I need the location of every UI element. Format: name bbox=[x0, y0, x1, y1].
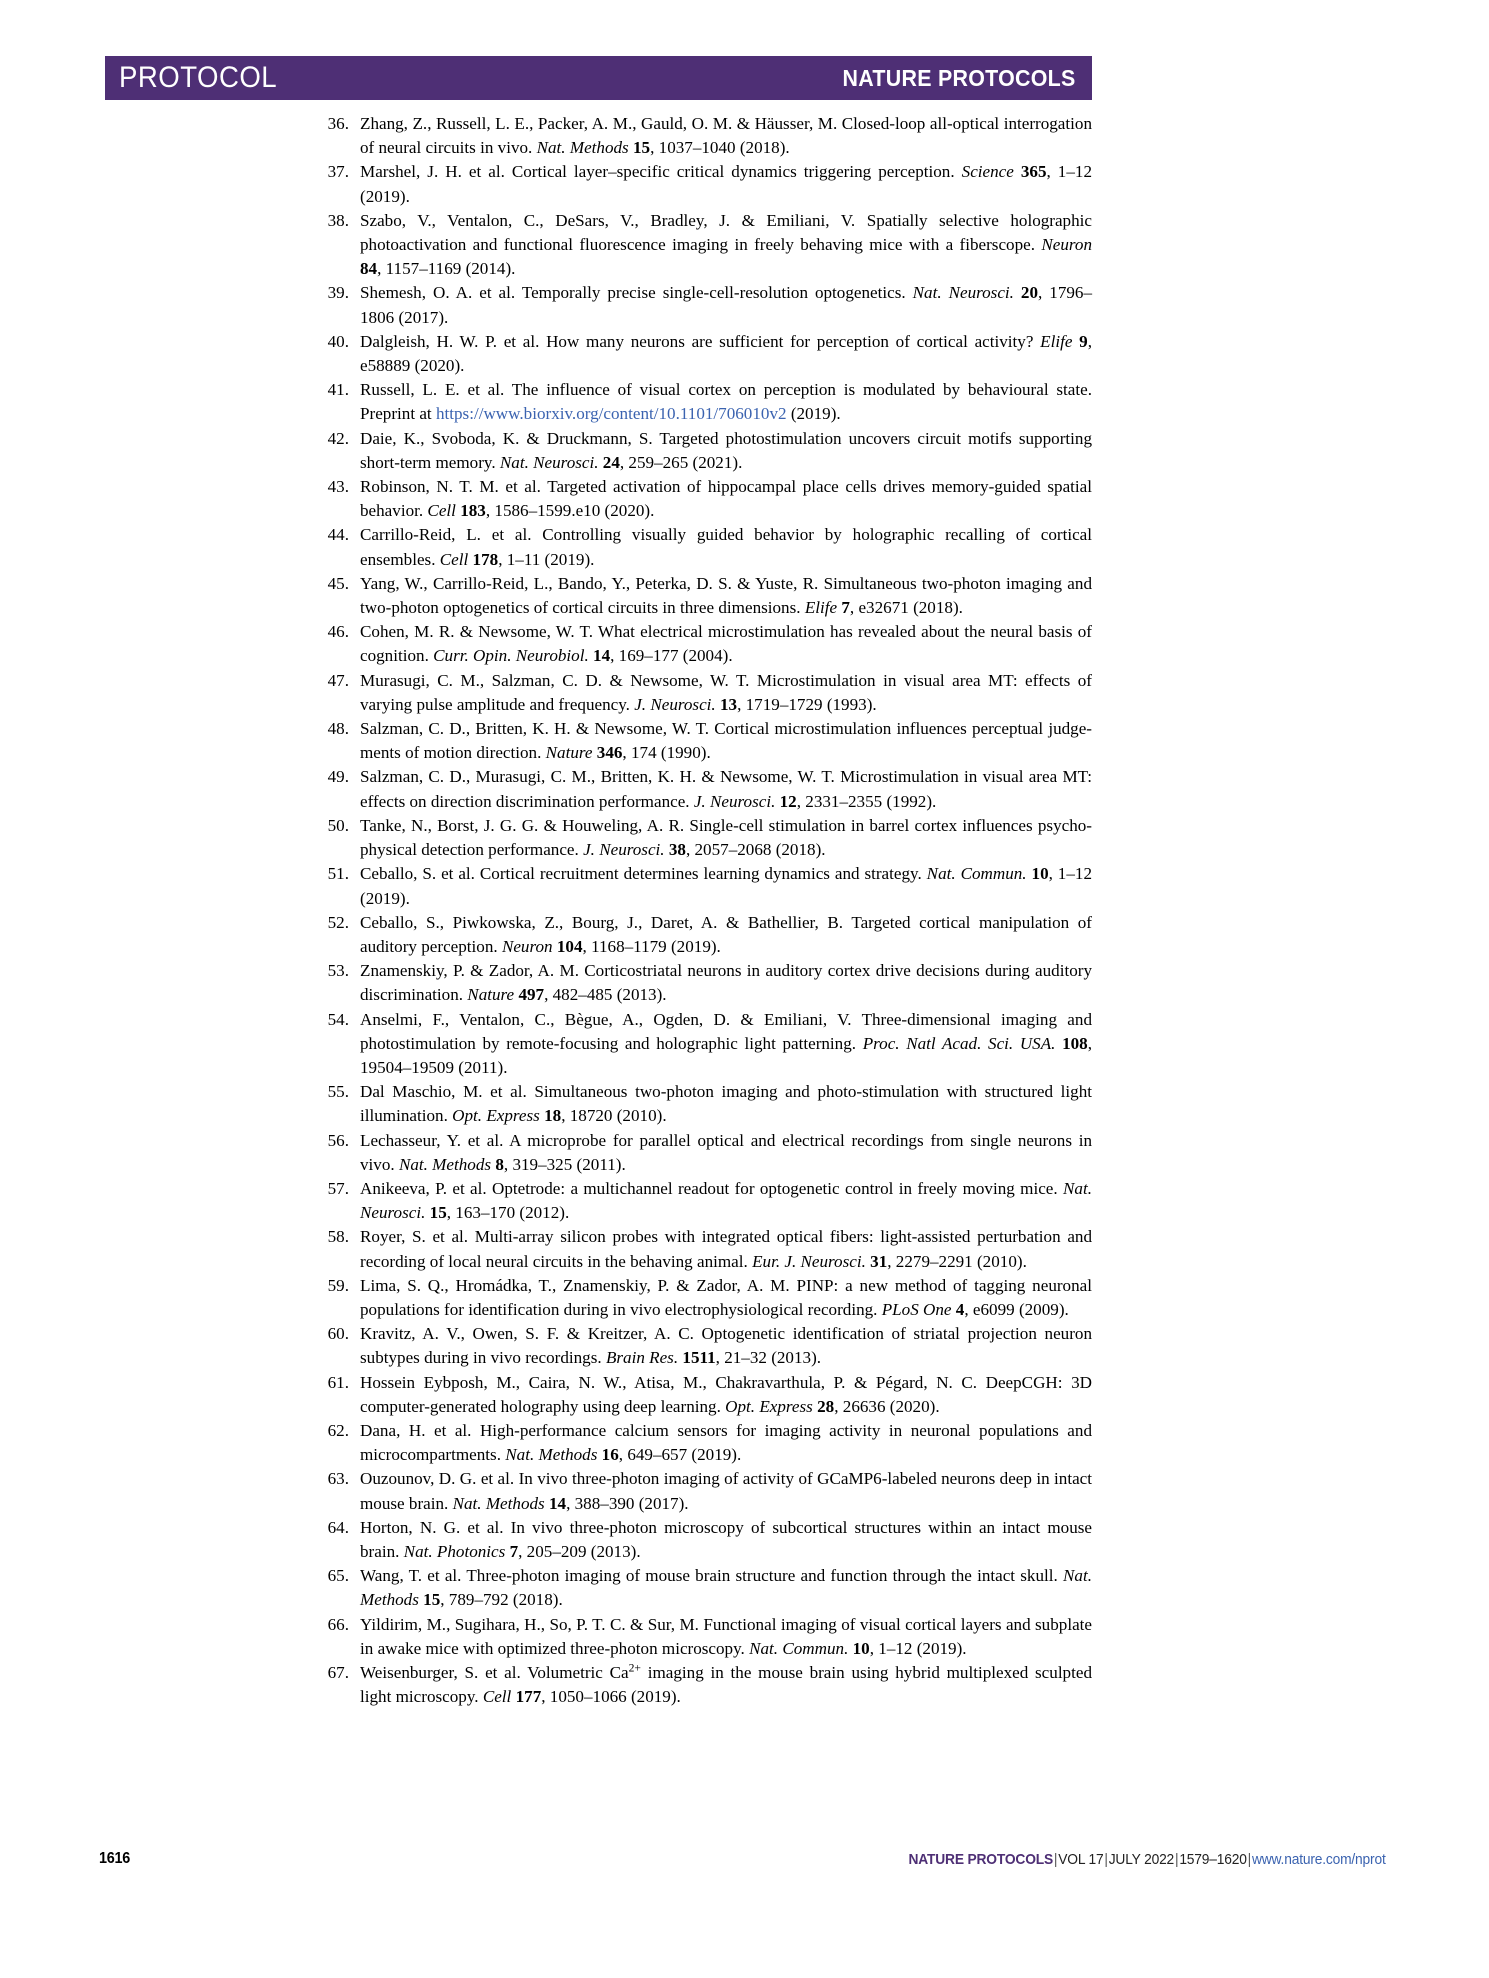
reference-number: 59. bbox=[327, 1275, 349, 1295]
reference-number: 44. bbox=[327, 525, 349, 545]
reference-item bbox=[326, 427, 1092, 475]
reference-item bbox=[326, 1613, 1092, 1661]
reference-number: 48. bbox=[327, 719, 349, 739]
reference-number: 53. bbox=[327, 961, 349, 981]
reference-item bbox=[326, 1419, 1092, 1467]
reference-text: Znamenskiy, P. & Zador, A. M. Corticostriatal neurons in auditory cortex drive decisions during auditory discrimination. Nature 497, 482–485 (2013). bbox=[360, 961, 1092, 1005]
reference-item bbox=[326, 1564, 1092, 1612]
reference-number: 61. bbox=[327, 1372, 349, 1392]
reference-text: Tanke, N., Borst, J. G. G. & Houweling, A. R. Single-cell stimulation in barrel cortex influences psycho-physical detection performance. J. Neurosci. 38, 2057–2068 (2018). bbox=[360, 815, 1092, 860]
reference-text: Weisenburger, S. et al. Volumetric $Ca^{2+}$ imaging in the mouse brain using hybrid multiplexed sculpted light microscopy. Cell 177, 1050–1066 (2019). bbox=[360, 1661, 1092, 1707]
reference-text: Anikeeva, P. et al. Optetrode: a multichannel readout for optogenetic control in freely moving mice. Nat. Neurosci. 15, 163–170 (2012). bbox=[360, 1178, 1092, 1223]
reference-text: Yang, W., Carrillo-Reid, L., Bando, Y., Peterka, D. S. & Yuste, R. Simultaneous two-photon imaging and two-photon optogenetics of cortical circuits in three dimensions. Elife 7, e32671 (2018). bbox=[360, 573, 1092, 618]
reference-number: 60. bbox=[327, 1324, 349, 1344]
reference-item bbox=[326, 330, 1092, 378]
reference-number: 55. bbox=[327, 1082, 349, 1102]
reference-item bbox=[326, 572, 1092, 620]
reference-item bbox=[326, 911, 1092, 959]
page-number: 1616 bbox=[99, 1850, 130, 1867]
reference-number: 45. bbox=[327, 573, 349, 593]
reference-text: Kravitz, A. V., Owen, S. F. & Kreitzer, A. C. Optogenetic identification of striatal projection neuron subtypes during in vivo recordings. Brain Res. 1511, 21–32 (2013). bbox=[360, 1324, 1092, 1368]
reference-item bbox=[326, 1371, 1092, 1419]
reference-url-link[interactable]: https://www.biorxiv.org/content/10.1101/706010v2 bbox=[435, 404, 787, 424]
reference-list bbox=[326, 112, 1092, 1709]
reference-text: Horton, N. G. et al. In vivo three-photon microscopy of subcortical structures within an intact mouse brain. Nat. Photonics 7, 205–209 (2013). bbox=[360, 1517, 1092, 1561]
reference-text: Salzman, C. D., Britten, K. H. & Newsome, W. T. Cortical microstimulation influences perceptual judge-ments of motion direction. Nature 346, 174 (1990). bbox=[360, 719, 1092, 763]
reference-item bbox=[326, 862, 1092, 910]
footer-citation-line bbox=[909, 1851, 1386, 1868]
reference-item bbox=[326, 717, 1092, 765]
reference-number: 51. bbox=[327, 864, 349, 884]
footer-separator-3: | bbox=[1175, 1851, 1179, 1868]
reference-text: Marshel, J. H. et al. Cortical layer–specific critical dynamics triggering perception. Science 365, 1–12 (2019). bbox=[360, 162, 1092, 206]
reference-item bbox=[326, 1274, 1092, 1322]
reference-item bbox=[326, 209, 1092, 282]
reference-number: 64. bbox=[327, 1517, 349, 1537]
reference-text: Ceballo, S. et al. Cortical recruitment determines learning dynamics and strategy. Nat. Commun. 10, 1–12 (2019). bbox=[360, 864, 1092, 908]
reference-text: Wang, T. et al. Three-photon imaging of mouse brain structure and function through the intact skull. Nat. Methods 15, 789–792 (2018). bbox=[360, 1566, 1092, 1610]
page-header-bar bbox=[105, 56, 1092, 100]
reference-number: 47. bbox=[327, 670, 349, 690]
reference-text: Salzman, C. D., Murasugi, C. M., Britten, K. H. & Newsome, W. T. Microstimulation in visual area MT: effects on direction discrimination performance. J. Neurosci. 12, 2331–2355 (1992). bbox=[360, 767, 1092, 811]
reference-text: Russell, L. E. et al. The influence of visual cortex on perception is modulated by behavioural state. Preprint at https://www.biorxiv.org/content/10.1101/706010v2 (2019). bbox=[360, 380, 1092, 424]
reference-text: Hossein Eybposh, M., Caira, N. W., Atisa, M., Chakravarthula, P. & Pégard, N. C. DeepCGH: 3D computer-generated holography using deep learning. Opt. Express 28, 26636 (2020). bbox=[360, 1372, 1092, 1416]
reference-text: Zhang, Z., Russell, L. E., Packer, A. M., Gauld, O. M. & Häusser, M. Closed-loop all-optical interrogation of neural circuits in vivo. Nat. Methods 15, 1037–1040 (2018). bbox=[360, 114, 1092, 158]
reference-number: 49. bbox=[327, 767, 349, 787]
reference-number: 54. bbox=[327, 1009, 349, 1029]
reference-text: Lechasseur, Y. et al. A microprobe for parallel optical and electrical recordings from single neurons in vivo. Nat. Methods 8, 319–325 (2011). bbox=[360, 1130, 1092, 1174]
reference-item bbox=[326, 160, 1092, 208]
reference-item bbox=[326, 1661, 1092, 1709]
reference-number: 50. bbox=[327, 815, 349, 835]
reference-item bbox=[326, 1177, 1092, 1225]
reference-number: 40. bbox=[327, 331, 349, 351]
reference-number: 36. bbox=[327, 114, 349, 133]
reference-number: 41. bbox=[327, 380, 349, 400]
reference-item bbox=[326, 669, 1092, 717]
reference-number: 58. bbox=[327, 1227, 349, 1247]
reference-item bbox=[326, 1008, 1092, 1081]
reference-number: 39. bbox=[327, 283, 349, 303]
reference-item bbox=[326, 620, 1092, 668]
reference-item bbox=[326, 1322, 1092, 1370]
reference-number: 66. bbox=[327, 1614, 349, 1634]
reference-number: 63. bbox=[327, 1469, 349, 1489]
reference-item bbox=[326, 1225, 1092, 1273]
reference-text: Cohen, M. R. & Newsome, W. T. What electrical microstimulation has revealed about the neural basis of cognition. Curr. Opin. Neurobiol. 14, 169–177 (2004). bbox=[360, 622, 1092, 666]
reference-text: Anselmi, F., Ventalon, C., Bègue, A., Ogden, D. & Emiliani, V. Three-dimensional imaging and photostimulation by remote-focusing and holographic light patterning. Proc. Natl Acad. Sci. USA. 108, 19504–19509 (2011). bbox=[360, 1009, 1092, 1077]
page-footer bbox=[0, 1848, 1489, 1878]
footer-separator-1: | bbox=[1054, 1851, 1058, 1868]
reference-text: Lima, S. Q., Hromádka, T., Znamenskiy, P. & Zador, A. M. PINP: a new method of tagging neuronal populations for identification during in vivo electrophysiological recording. PLoS One 4, e6099 (2009). bbox=[360, 1275, 1092, 1319]
reference-text: Szabo, V., Ventalon, C., DeSars, V., Bradley, J. & Emiliani, V. Spatially selective holographic photoactivation and functional fluorescence imaging in freely behaving mice with a fiberscope. Neuron 84, 1157–1169 (2014). bbox=[360, 210, 1092, 279]
reference-text: Daie, K., Svoboda, K. & Druckmann, S. Targeted photostimulation uncovers circuit motifs supporting short-term memory. Nat. Neurosci. 24, 259–265 (2021). bbox=[360, 428, 1092, 472]
reference-item bbox=[326, 1516, 1092, 1564]
reference-item bbox=[326, 1467, 1092, 1515]
reference-text: Ceballo, S., Piwkowska, Z., Bourg, J., Daret, A. & Bathellier, B. Targeted cortical manipulation of auditory perception. Neuron 104, 1168–1179 (2019). bbox=[360, 912, 1092, 956]
reference-number: 42. bbox=[327, 428, 349, 448]
footer-url-link[interactable]: www.nature.com/nprot bbox=[1252, 1851, 1386, 1868]
reference-item bbox=[326, 378, 1092, 426]
reference-item bbox=[326, 523, 1092, 571]
reference-number: 62. bbox=[327, 1420, 349, 1440]
reference-text: Shemesh, O. A. et al. Temporally precise single-cell-resolution optogenetics. Nat. Neurosci. 20, 1796–1806 (2017). bbox=[360, 283, 1093, 327]
reference-text: Ouzounov, D. G. et al. In vivo three-photon imaging of activity of GCaMP6-labeled neurons deep in intact mouse brain. Nat. Methods 14, 388–390 (2017). bbox=[360, 1469, 1092, 1513]
reference-item bbox=[326, 765, 1092, 813]
reference-text: Carrillo-Reid, L. et al. Controlling visually guided behavior by holographic recalling of cortical ensembles. Cell 178, 1–11 (2019). bbox=[360, 525, 1092, 569]
reference-number: 46. bbox=[327, 622, 349, 642]
reference-number: 38. bbox=[327, 210, 349, 230]
reference-number: 52. bbox=[327, 912, 349, 932]
reference-item bbox=[326, 281, 1092, 329]
reference-number: 67. bbox=[327, 1663, 349, 1682]
header-section-label: PROTOCOL bbox=[119, 61, 278, 94]
reference-item bbox=[326, 1080, 1092, 1128]
reference-item bbox=[326, 112, 1092, 160]
header-journal-label: NATURE PROTOCOLS bbox=[842, 64, 1076, 91]
reference-item bbox=[326, 475, 1092, 523]
reference-text: Dalgleish, H. W. P. et al. How many neurons are sufficient for perception of cortical activity? Elife 9, e58889 (2020). bbox=[360, 331, 1092, 376]
reference-item bbox=[326, 959, 1092, 1007]
reference-text: Royer, S. et al. Multi-array silicon probes with integrated optical fibers: light-assisted perturbation and recording of local neural circuits in the behaving animal. Eur. J. Neurosci. 31, 2279–2291 (2010). bbox=[360, 1227, 1092, 1271]
footer-issue-date: JULY 2022 bbox=[1109, 1851, 1175, 1868]
reference-number: 57. bbox=[327, 1178, 349, 1198]
reference-number: 65. bbox=[327, 1566, 349, 1586]
reference-item bbox=[326, 1129, 1092, 1177]
footer-volume: VOL 17 bbox=[1058, 1851, 1104, 1868]
footer-separator-2: | bbox=[1104, 1851, 1109, 1868]
reference-text: Murasugi, C. M., Salzman, C. D. & Newsome, W. T. Microstimulation in visual area MT: effects of varying pulse amplitude and frequency. J. Neurosci. 13, 1719–1729 (1993). bbox=[360, 670, 1092, 714]
footer-page-range: 1579–1620 bbox=[1179, 1851, 1248, 1868]
reference-item bbox=[326, 814, 1092, 862]
reference-text: Dal Maschio, M. et al. Simultaneous two-photon imaging and photo-stimulation with structured light illumination. Opt. Express 18, 18720 (2010). bbox=[360, 1082, 1092, 1126]
reference-number: 56. bbox=[327, 1130, 349, 1150]
footer-separator-4: | bbox=[1248, 1851, 1252, 1868]
reference-number: 37. bbox=[327, 162, 349, 182]
footer-journal-name: NATURE PROTOCOLS bbox=[908, 1851, 1054, 1868]
reference-text: Dana, H. et al. High-performance calcium sensors for imaging activity in neuronal populations and microcompartments. Nat. Methods 16, 649–657 (2019). bbox=[360, 1420, 1092, 1465]
reference-text: Yildirim, M., Sugihara, H., So, P. T. C. & Sur, M. Functional imaging of visual cortical layers and subplate in awake mice with optimized three-photon microscopy. Nat. Commun. 10, 1–12 (2019). bbox=[360, 1614, 1092, 1658]
reference-text: Robinson, N. T. M. et al. Targeted activation of hippocampal place cells drives memory-guided spatial behavior. Cell 183, 1586–1599.e10 (2020). bbox=[360, 477, 1092, 521]
reference-number: 43. bbox=[327, 477, 349, 497]
